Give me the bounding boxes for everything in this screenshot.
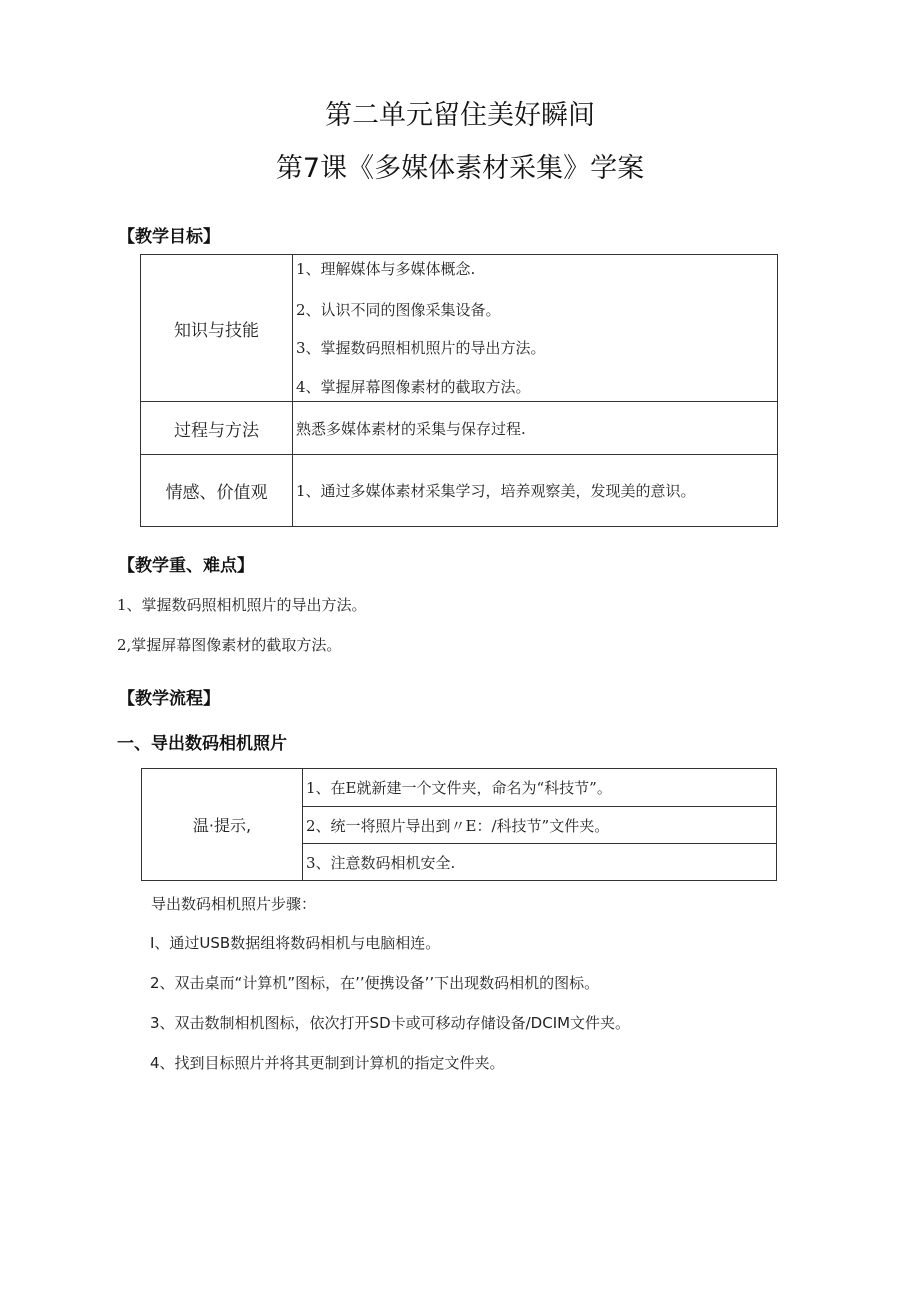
list-item: 1、通过多媒体素材采集学习，培养观察美，发现美的意识。 — [296, 481, 696, 500]
list-item: 2、双击桌而“计算机”图标，在’’便携设备’’下出现数码相机的图标。 — [150, 974, 600, 992]
key-points-heading: 【教学重、难点】 — [118, 556, 254, 576]
content-cell — [293, 255, 778, 402]
tip-cell — [303, 844, 777, 881]
table-row — [141, 255, 778, 402]
category-label: 过程与方法 — [174, 420, 259, 441]
tip-cell — [303, 807, 777, 844]
list-item: 2、统一将照片导出到〃E：/科技节”文件夹。 — [306, 816, 610, 835]
list-item: 4、找到目标照片并将其更制到计算机的指定文件夹。 — [150, 1054, 505, 1072]
list-item: 3、双击数制相机图标，依次打开SD卡或可移动存储设备/DCIM文件夹。 — [150, 1014, 631, 1032]
content-cell — [293, 455, 778, 527]
document-title: 第二单元留住美好瞬间 — [325, 100, 595, 131]
list-item: 3、注意数码相机安全. — [306, 853, 456, 872]
category-cell — [141, 455, 293, 527]
list-item: 3、掌握数码照相机照片的导出方法。 — [296, 339, 546, 357]
list-item: 1、掌握数码照相机照片的导出方法。 — [117, 596, 367, 614]
lesson-title: 第7课《多媒体素材采集》学案 — [275, 153, 645, 184]
list-item: 2,掌握屏幕图像素材的截取方法。 — [117, 636, 342, 654]
objectives-table — [140, 254, 778, 527]
table-row — [141, 455, 778, 527]
section-title: 一、导出数码相机照片 — [117, 734, 287, 754]
category-cell — [141, 255, 293, 402]
tips-table — [141, 768, 777, 881]
table-row — [141, 402, 778, 455]
category-label: 情感、价值观 — [165, 483, 268, 503]
tip-cell — [303, 769, 777, 807]
list-item: I、通过USB数据组将数码相机与电脑相连。 — [150, 934, 441, 952]
list-item: 4、掌握屏幕图像素材的截取方法。 — [296, 378, 531, 396]
list-item: 1、在E就新建一个文件夹，命名为“科技节”。 — [306, 779, 612, 797]
list-item: 2、认识不同的图像采集设备。 — [296, 301, 501, 319]
list-item: 熟悉多媒体素材的采集与保存过程. — [296, 419, 526, 438]
tip-label-cell — [142, 769, 303, 881]
steps-title: 导出数码相机照片步骤： — [151, 895, 317, 913]
table-row — [142, 769, 777, 807]
category-cell — [141, 402, 293, 455]
objectives-heading: 【教学目标】 — [118, 227, 220, 247]
tip-label: 温·提示, — [192, 816, 252, 835]
list-item: 1、理解媒体与多媒体概念. — [296, 260, 476, 278]
category-label: 知识与技能 — [174, 320, 259, 341]
process-heading: 【教学流程】 — [118, 689, 220, 709]
content-cell — [293, 402, 778, 455]
